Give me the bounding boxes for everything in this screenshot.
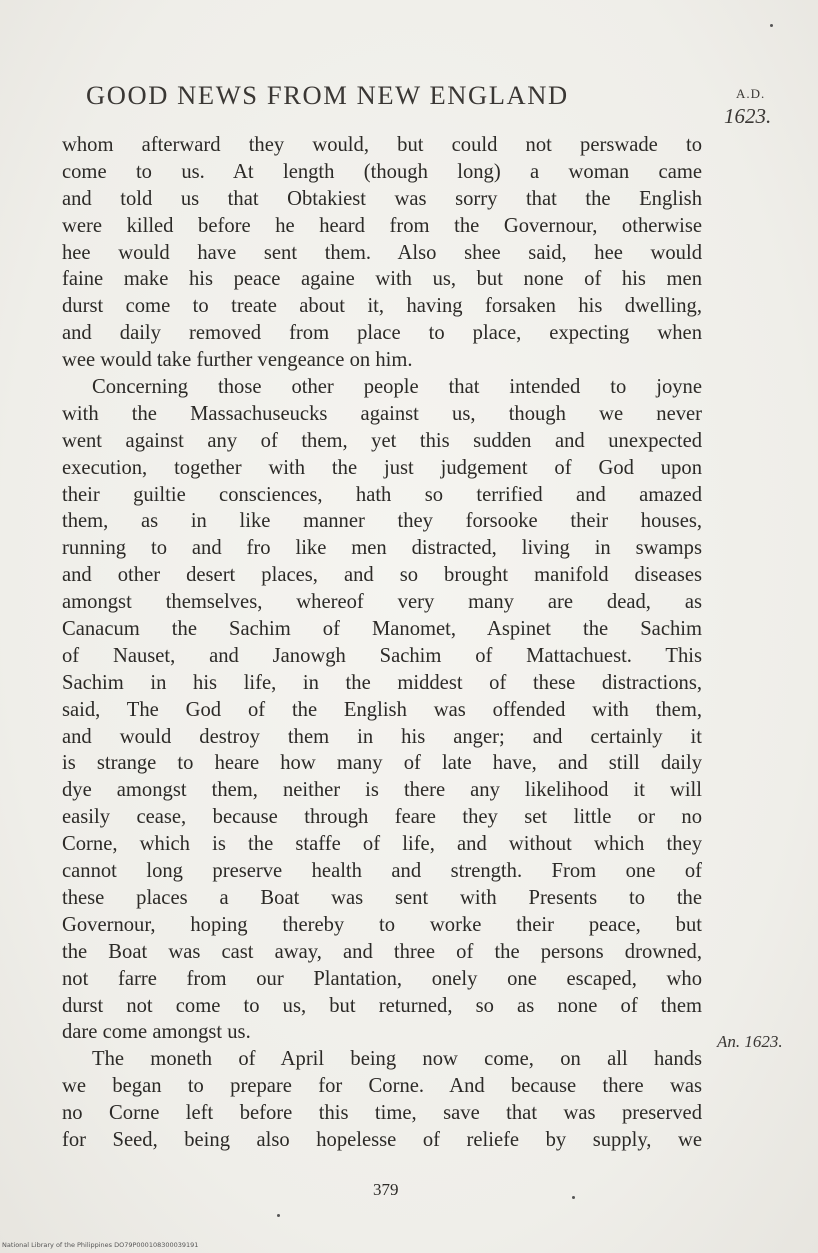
text-line: no Corne left before this time, save that was preserved	[62, 1102, 702, 1125]
text-line: Corne, which is the staffe of life, and without which they	[62, 833, 702, 856]
running-title: GOOD NEWS FROM NEW ENGLAND	[86, 80, 569, 110]
text-line: the Boat was cast away, and three of the persons drowned,	[62, 940, 702, 963]
dust-speck	[277, 1214, 280, 1217]
text-line: durst not come to us, but returned, so as none of them	[62, 994, 702, 1017]
text-line: whom afterward they would, but could not perswade to	[62, 134, 702, 156]
text-line: dye amongst them, neither is there any likelihood it will	[62, 779, 702, 802]
text-line: Concerning those other people that intended to joyne	[92, 376, 702, 399]
text-line: were killed before he heard from the Governour, otherwise	[62, 214, 702, 237]
text-line: Sachim in his life, in the middest of these distractions,	[62, 671, 702, 694]
text-line: them, as in like manner they forsooke their houses,	[62, 510, 702, 533]
text-line: said, The God of the English was offended with them,	[62, 698, 702, 721]
text-line: not farre from our Plantation, onely one escaped, who	[62, 967, 702, 990]
dust-speck	[572, 1196, 575, 1199]
body-text	[62, 132, 702, 1154]
text-line: for Seed, being also hopelesse of reliefe by supply, we	[62, 1128, 702, 1151]
text-line: and told us that Obtakiest was sorry that the English	[62, 187, 702, 210]
text-line: these places a Boat was sent with Presents to the	[62, 886, 702, 909]
text-line: faine make his peace againe with us, but none of his men	[62, 268, 702, 291]
text-line: Canacum the Sachim of Manomet, Aspinet the Sachim	[62, 618, 702, 641]
text-line: cannot long preserve health and strength. From one of	[62, 860, 702, 883]
text-line: wee would take further vengeance on him.	[62, 349, 413, 372]
text-line: we began to prepare for Corne. And because there was	[62, 1075, 702, 1098]
text-line: dare come amongst us.	[62, 1021, 251, 1044]
dust-speck	[770, 24, 773, 27]
text-line: went against any of them, yet this sudden and unexpected	[62, 429, 702, 452]
margin-ad-label: A.D.	[736, 86, 766, 101]
text-line: running to and fro like men distracted, living in swamps	[62, 537, 702, 560]
text-line: amongst themselves, whereof very many are dead, as	[62, 591, 702, 614]
text-line: The moneth of April being now come, on all hands	[92, 1048, 702, 1071]
text-line: come to us. At length (though long) a woman came	[62, 160, 702, 183]
text-line: hee would have sent them. Also shee said, hee would	[62, 241, 702, 264]
text-line: with the Massachuseucks against us, though we never	[62, 402, 702, 425]
text-line: their guiltie consciences, hath so terrified and amazed	[62, 483, 702, 506]
text-line: and daily removed from place to place, expecting when	[62, 322, 702, 345]
margin-note: An. 1623.	[717, 1032, 783, 1051]
text-line: Governour, hoping thereby to worke their peace, but	[62, 913, 702, 936]
text-line: easily cease, because through feare they set little or no	[62, 806, 702, 829]
text-line: durst come to treate about it, having forsaken his dwelling,	[62, 295, 702, 318]
page-number: 379	[373, 1180, 399, 1199]
text-line: execution, together with the just judgement of God upon	[62, 456, 702, 479]
scan-credit: National Library of the Philippines DO79P000108300039191	[2, 1241, 199, 1249]
text-line: of Nauset, and Janowgh Sachim of Mattachuest. This	[62, 644, 702, 667]
text-line: is strange to heare how many of late have, and still daily	[62, 752, 702, 775]
text-line: and other desert places, and so brought manifold diseases	[62, 564, 702, 587]
text-line: and would destroy them in his anger; and certainly it	[62, 725, 702, 748]
margin-year: 1623.	[724, 104, 772, 128]
